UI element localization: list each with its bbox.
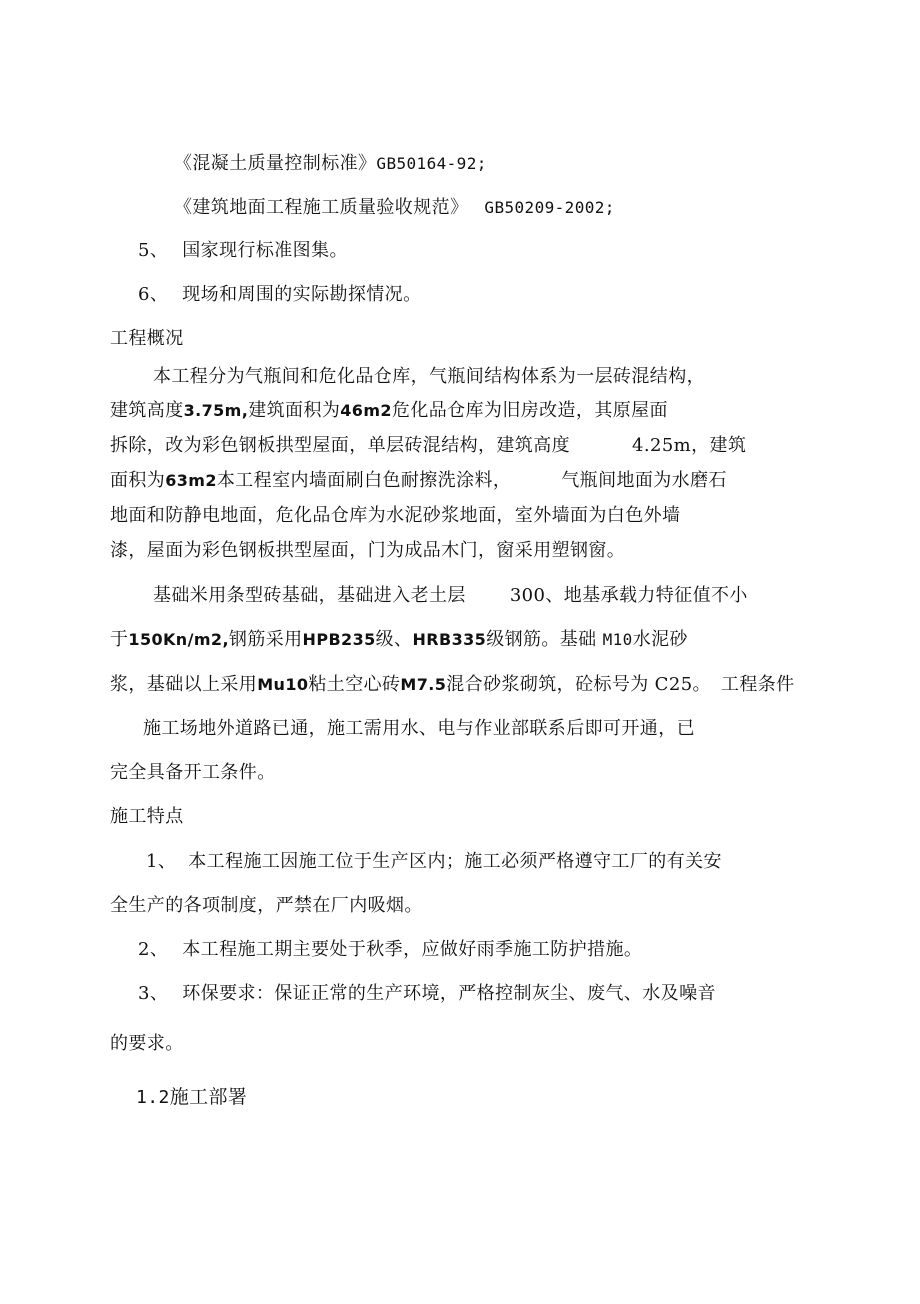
- item-text: 国家现行标准图集。: [182, 240, 348, 261]
- standard-code: GB50209-2002;: [484, 198, 615, 217]
- overview-p2-line-1: [153, 584, 748, 608]
- height-value: 3.75m,: [183, 401, 249, 420]
- feature-item-2: [138, 938, 642, 962]
- text-run: 水泥砂: [632, 629, 688, 650]
- text-run: 级钢筋。基础: [486, 629, 597, 650]
- text-run: 气瓶间地面为水磨石: [561, 470, 727, 491]
- standard-title: 《建筑地面工程施工质量验收规范》: [174, 197, 469, 218]
- item-number: 1、: [146, 851, 177, 872]
- feature-item-3-line-1: [138, 982, 716, 1006]
- feature-item-3-line-2: 的要求。: [110, 1033, 184, 1054]
- overview-p2-line-3: [110, 673, 795, 697]
- concrete-grade: C25。: [654, 674, 711, 695]
- text-run: 粘土空心砖: [308, 674, 401, 695]
- reference-concrete-standard: [174, 152, 487, 176]
- feature-item-1-line-1: [146, 850, 722, 874]
- basis-item-6: [138, 283, 421, 307]
- height-value: 4.25m，建筑: [632, 435, 747, 456]
- item-number: 2、: [138, 939, 169, 960]
- item-number: 5、: [138, 240, 169, 261]
- heading-construction-features: 施工特点: [110, 806, 184, 827]
- overview-p1-line-2: [110, 399, 668, 423]
- overview-p1-line-5: 地面和防静电地面，危化品仓库为水泥砂浆地面，室外墙面为白色外墙: [110, 505, 681, 526]
- standard-code: GB50164-92;: [376, 154, 487, 173]
- item-number: 6、: [138, 284, 169, 305]
- overview-p2-line-2: [110, 628, 688, 652]
- heading-site-conditions: 工程条件: [720, 674, 795, 695]
- item-text: 现场和周围的实际勘探情况。: [182, 284, 422, 305]
- overview-p1-line-3: [110, 434, 746, 458]
- steel-grade: HPB235: [302, 630, 376, 649]
- text-run: 基础米用条型砖基础，基础进入老土层: [153, 585, 466, 606]
- item-text: 本工程施工因施工位于生产区内；施工必须严格遵守工厂的有关安: [188, 851, 722, 872]
- brick-grade: Mu10: [257, 675, 309, 694]
- section-number: 1.2: [136, 1087, 170, 1108]
- text-run: 面积为: [110, 470, 166, 491]
- text-run: 建筑面积为: [248, 400, 341, 421]
- text-run: 级、: [375, 629, 413, 650]
- feature-item-1-line-2: 全生产的各项制度，严禁在厂内吸烟。: [110, 895, 423, 916]
- text-run: 本工程室内墙面刷白色耐擦洗涂料，: [216, 470, 512, 491]
- mortar-grade: M7.5: [400, 675, 447, 694]
- area-value: 63m2: [165, 471, 217, 490]
- text-run: 拆除，改为彩色钢板拱型屋面，单层砖混结构，建筑高度: [110, 435, 570, 456]
- conditions-line-1: 施工场地外道路已通，施工需用水、电与作业部联系后即可开通，已: [143, 718, 695, 739]
- steel-grade: HRB335: [412, 630, 487, 649]
- overview-p1-line-4: [110, 469, 727, 493]
- basis-item-5: [138, 239, 348, 263]
- text-run: 混合砂浆砌筑，砼标号为: [446, 674, 649, 695]
- bearing-value: 150Kn/m2,: [128, 630, 229, 649]
- text-run: 浆，基础以上采用: [110, 674, 258, 695]
- overview-p1-line-1: 本工程分为气瓶间和危化品仓库，气瓶间结构体系为一层砖混结构，: [153, 366, 705, 387]
- standard-title: 《混凝土质量控制标准》: [174, 153, 377, 174]
- overview-p1-line-6: 漆，屋面为彩色钢板拱型屋面，门为成品木门，窗采用塑钢窗。: [110, 540, 626, 561]
- text-run: 危化品仓库为旧房改造，其原屋面: [391, 400, 668, 421]
- text-run: 建筑高度: [110, 400, 184, 421]
- item-number: 3、: [138, 983, 169, 1004]
- conditions-line-2: 完全具备开工条件。: [110, 762, 276, 783]
- heading-project-overview: 工程概况: [110, 328, 184, 349]
- area-value: 46m2: [340, 401, 392, 420]
- mortar-grade: M10: [602, 630, 633, 649]
- text-run: 于: [110, 629, 129, 650]
- section-heading: [136, 1085, 247, 1110]
- text-run: 300、地基承载力特征值不小: [509, 585, 748, 606]
- text-run: 钢筋采用: [228, 629, 303, 650]
- reference-floor-standard: [174, 196, 615, 220]
- section-title: 施工部署: [169, 1086, 248, 1108]
- item-text: 环保要求：保证正常的生产环境，严格控制灰尘、废气、水及噪音: [182, 983, 716, 1004]
- item-text: 本工程施工期主要处于秋季，应做好雨季施工防护措施。: [182, 939, 643, 960]
